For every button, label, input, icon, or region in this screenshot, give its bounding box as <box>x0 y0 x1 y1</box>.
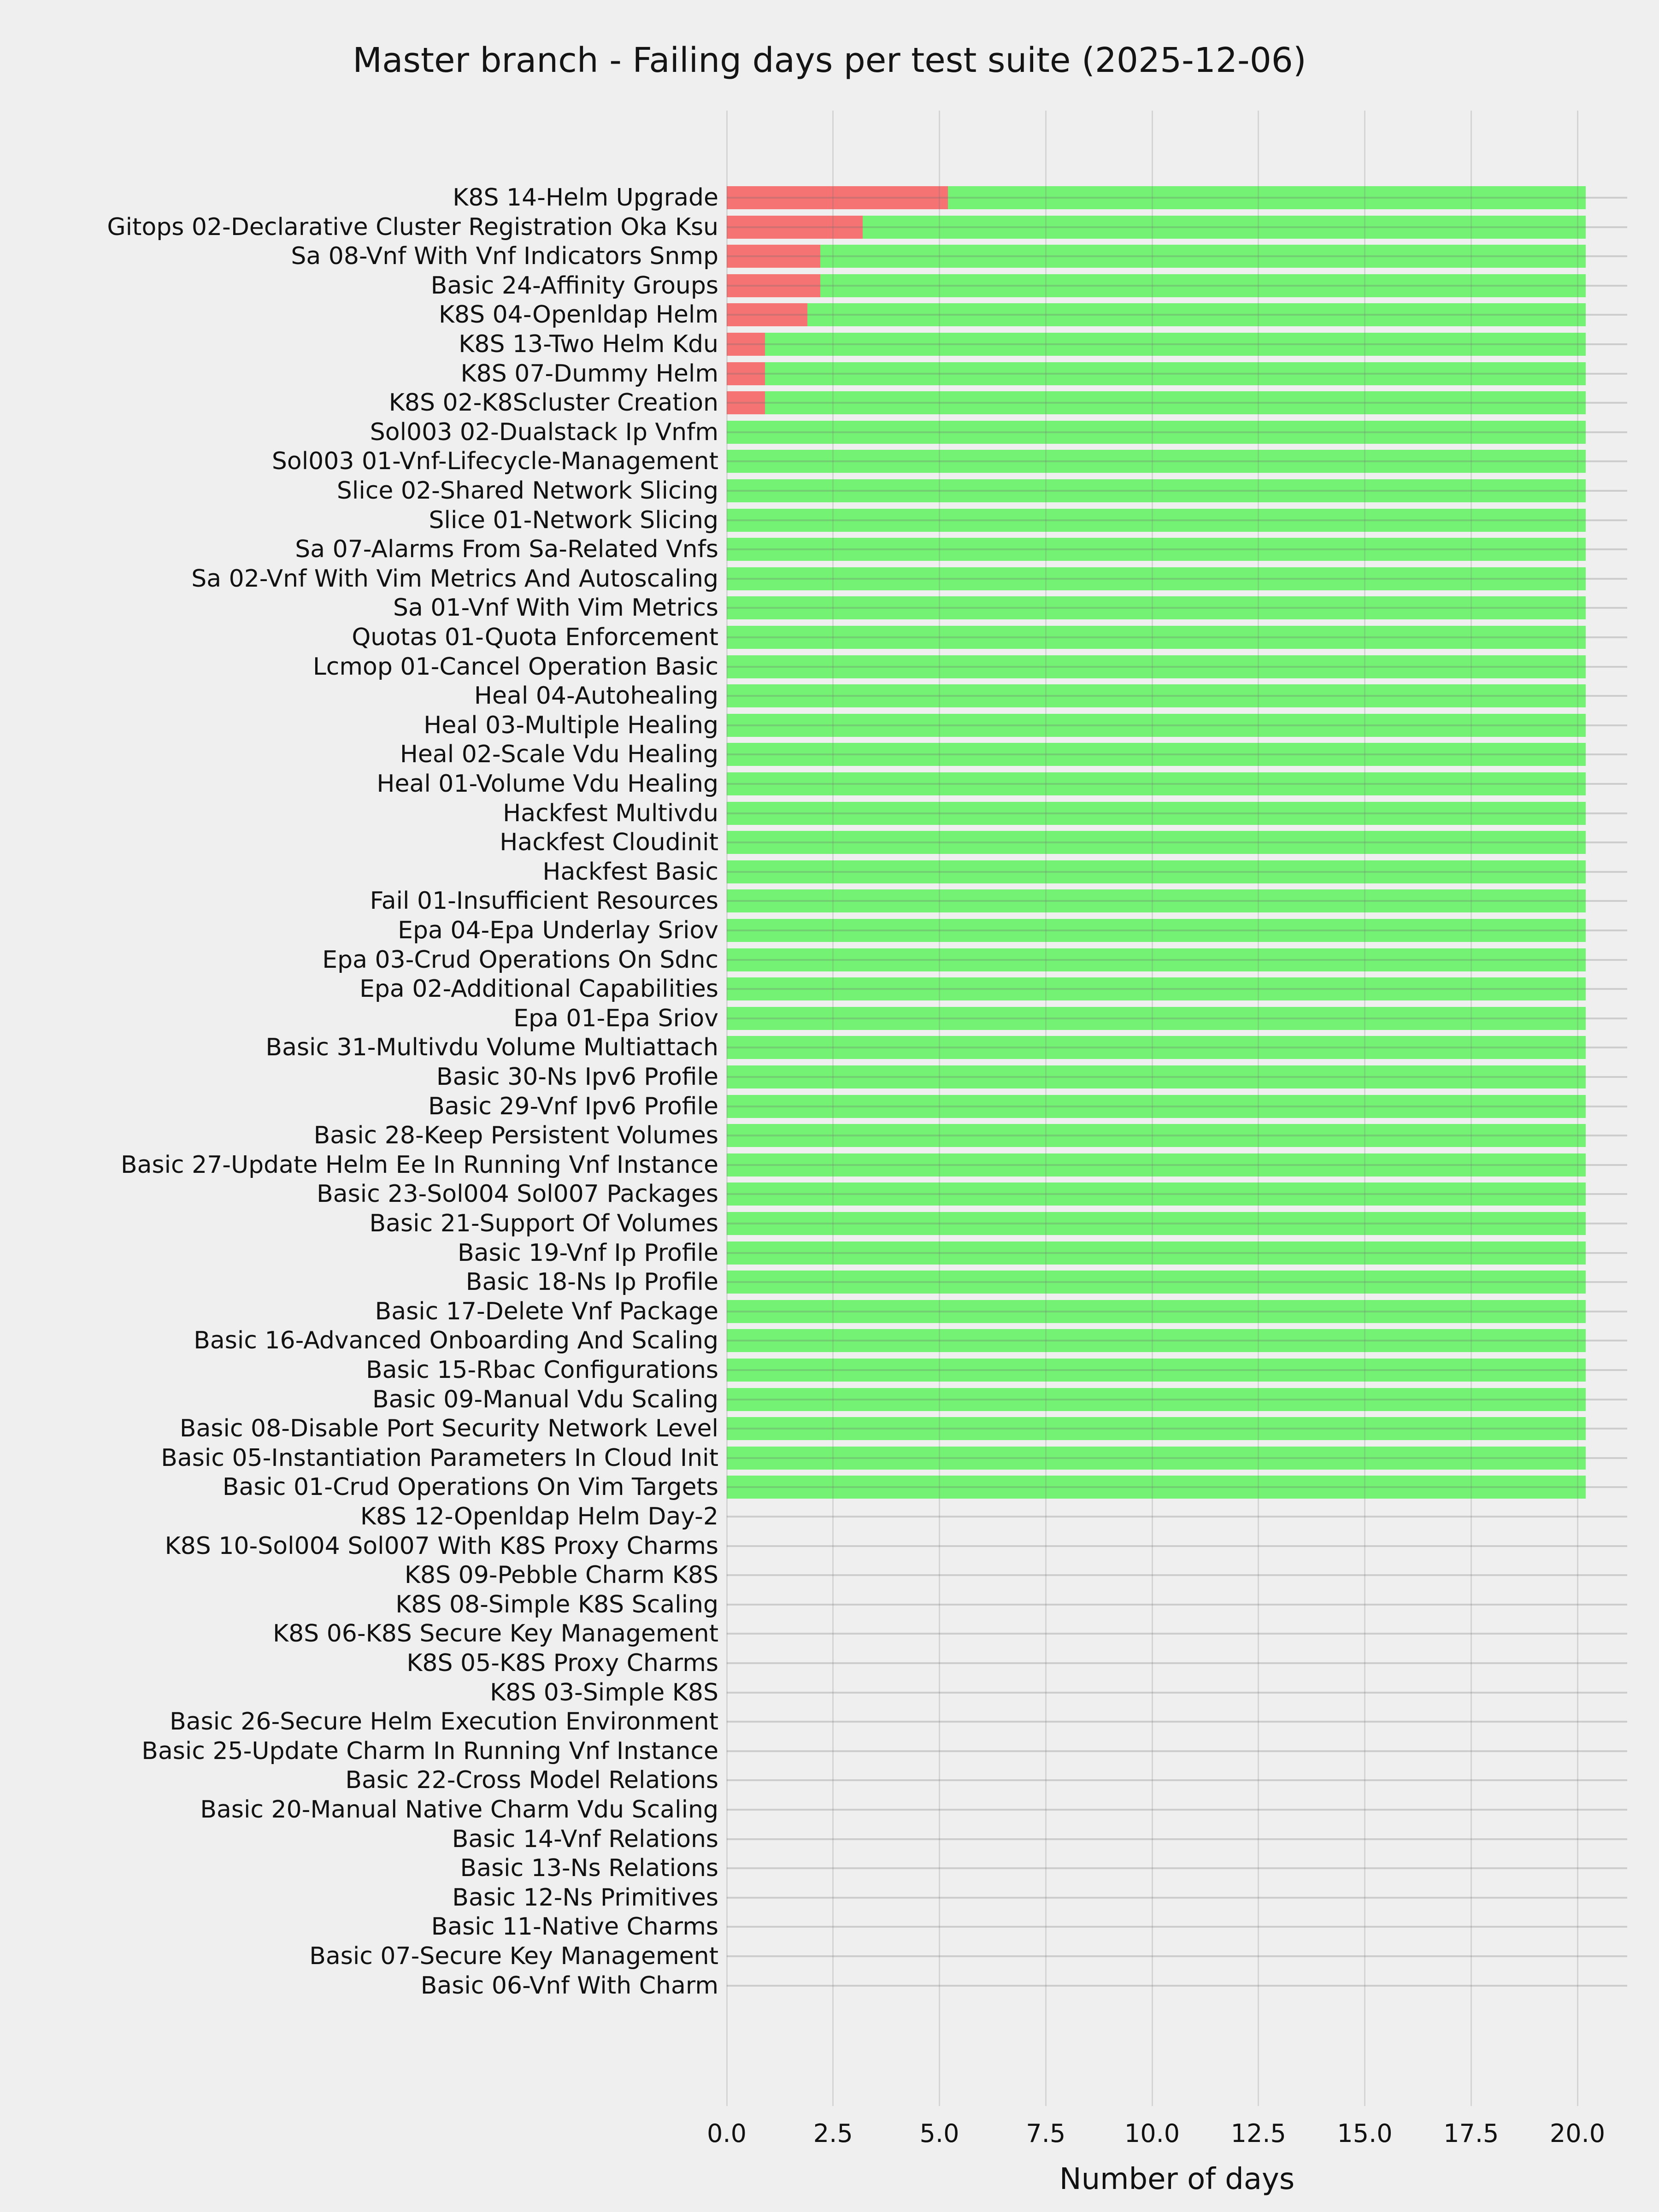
y-tick-label: Gitops 02-Declarative Cluster Registration Oka Ksu <box>107 213 718 241</box>
y-tick-label: Sa 07-Alarms From Sa-Related Vnfs <box>295 535 718 564</box>
y-tick-label: Basic 23-Sol004 Sol007 Packages <box>317 1180 718 1208</box>
y-tick-label: Heal 01-Volume Vdu Healing <box>377 770 718 798</box>
y-gridline <box>727 1399 1627 1400</box>
y-gridline <box>727 314 1627 316</box>
y-gridline <box>727 402 1627 404</box>
y-gridline <box>727 1457 1627 1459</box>
y-gridline <box>727 959 1627 961</box>
y-tick-label: Basic 25-Update Charm In Running Vnf Instance <box>141 1737 718 1765</box>
y-tick-label: Basic 18-Ns Ip Profile <box>465 1268 718 1296</box>
y-gridline <box>727 1018 1627 1019</box>
y-tick-label: K8S 06-K8S Secure Key Management <box>272 1620 718 1648</box>
y-tick-label: Hackfest Multivdu <box>503 799 718 827</box>
y-gridline <box>727 812 1627 814</box>
y-gridline <box>727 1047 1627 1048</box>
x-gridline <box>1364 111 1365 2106</box>
y-tick-label: Epa 01-Epa Sriov <box>513 1004 718 1032</box>
x-tick-label: 0.0 <box>707 2119 747 2148</box>
y-gridline <box>727 1985 1627 1987</box>
y-gridline <box>727 1692 1627 1694</box>
y-gridline <box>727 226 1627 228</box>
y-gridline <box>727 1164 1627 1166</box>
y-tick-label: K8S 08-Simple K8S Scaling <box>395 1590 718 1618</box>
y-tick-label: Basic 07-Secure Key Management <box>309 1942 718 1970</box>
y-gridline <box>727 1106 1627 1107</box>
y-tick-label: Basic 12-Ns Primitives <box>452 1883 718 1912</box>
y-tick-label: K8S 14-Helm Upgrade <box>453 184 718 212</box>
y-gridline <box>727 1633 1627 1635</box>
y-tick-label: Basic 13-Ns Relations <box>460 1854 718 1883</box>
x-tick-label: 7.5 <box>1026 2119 1066 2148</box>
y-gridline <box>727 724 1627 726</box>
y-tick-label: Basic 16-Advanced Onboarding And Scaling <box>194 1327 718 1355</box>
x-tick-label: 5.0 <box>919 2119 959 2148</box>
y-tick-label: Basic 15-Rbac Configurations <box>366 1356 718 1384</box>
plot-area <box>727 111 1627 2106</box>
y-gridline <box>727 285 1627 287</box>
y-gridline <box>727 578 1627 580</box>
y-gridline <box>727 519 1627 521</box>
y-gridline <box>727 1223 1627 1224</box>
y-gridline <box>727 988 1627 990</box>
y-gridline <box>727 841 1627 843</box>
y-tick-label: Basic 30-Ns Ipv6 Profile <box>436 1063 718 1091</box>
x-axis-label: Number of days <box>1059 2162 1295 2196</box>
y-gridline <box>727 255 1627 257</box>
y-gridline <box>727 636 1627 638</box>
y-tick-label: Quotas 01-Quota Enforcement <box>352 624 718 651</box>
y-gridline <box>727 431 1627 433</box>
y-tick-label: Sa 01-Vnf With Vim Metrics <box>393 594 718 622</box>
x-tick-label: 17.5 <box>1443 2119 1499 2148</box>
y-tick-label: Sa 08-Vnf With Vnf Indicators Snmp <box>291 242 718 271</box>
y-gridline <box>727 695 1627 697</box>
y-gridline <box>727 1662 1627 1664</box>
x-gridline <box>1045 111 1047 2106</box>
y-tick-label: Fail 01-Insufficient Resources <box>370 887 718 915</box>
y-tick-label: Heal 02-Scale Vdu Healing <box>400 741 718 769</box>
x-tick-label: 2.5 <box>813 2119 853 2148</box>
x-gridline <box>832 111 834 2106</box>
x-tick-label: 15.0 <box>1337 2119 1393 2148</box>
y-tick-label: K8S 05-K8S Proxy Charms <box>406 1649 718 1677</box>
y-gridline <box>727 1750 1627 1752</box>
y-tick-label: Basic 20-Manual Native Charm Vdu Scaling <box>200 1796 718 1824</box>
x-tick-label: 10.0 <box>1124 2119 1180 2148</box>
y-gridline <box>727 1252 1627 1254</box>
y-tick-label: K8S 13-Two Helm Kdu <box>459 330 718 358</box>
y-gridline <box>727 1545 1627 1547</box>
y-gridline <box>727 490 1627 492</box>
y-tick-label: Slice 02-Shared Network Slicing <box>336 477 718 505</box>
x-tick-label: 12.5 <box>1230 2119 1286 2148</box>
x-tick-label: 20.0 <box>1549 2119 1606 2148</box>
y-gridline <box>727 1838 1627 1840</box>
y-gridline <box>727 1193 1627 1195</box>
y-gridline <box>727 871 1627 873</box>
y-tick-label: Sa 02-Vnf With Vim Metrics And Autoscaling <box>191 565 718 593</box>
y-tick-label: Slice 01-Network Slicing <box>429 506 718 534</box>
y-gridline <box>727 1779 1627 1781</box>
y-gridline <box>727 1281 1627 1283</box>
y-gridline <box>727 460 1627 462</box>
y-gridline <box>727 1721 1627 1723</box>
x-gridline <box>1258 111 1259 2106</box>
y-gridline <box>727 197 1627 199</box>
x-gridline <box>1152 111 1153 2106</box>
x-gridline <box>939 111 940 2106</box>
y-gridline <box>727 1486 1627 1488</box>
y-tick-label: K8S 04-Openldap Helm <box>438 301 718 329</box>
y-tick-label: K8S 12-Openldap Helm Day-2 <box>360 1503 718 1530</box>
y-tick-label: Basic 29-Vnf Ipv6 Profile <box>428 1092 718 1120</box>
y-gridline <box>727 1809 1627 1811</box>
y-tick-label: K8S 09-Pebble Charm K8S <box>404 1561 718 1589</box>
y-tick-label: Epa 02-Additional Capabilities <box>359 975 718 1003</box>
y-tick-label: K8S 03-Simple K8S <box>490 1678 718 1706</box>
chart-title: Master branch - Failing days per test suite (2025-12-06) <box>353 41 1306 80</box>
y-tick-label: Sol003 02-Dualstack Ip Vnfm <box>370 418 718 446</box>
y-tick-label: Basic 01-Crud Operations On Vim Targets <box>222 1473 718 1501</box>
y-gridline <box>727 1369 1627 1371</box>
y-gridline <box>727 373 1627 375</box>
y-tick-label: Basic 08-Disable Port Security Network Level <box>179 1415 718 1443</box>
y-gridline <box>727 900 1627 902</box>
y-tick-label: Epa 04-Epa Underlay Sriov <box>398 917 718 944</box>
y-gridline <box>727 1955 1627 1957</box>
y-gridline <box>727 1574 1627 1576</box>
y-tick-label: Basic 14-Vnf Relations <box>452 1825 718 1853</box>
y-gridline <box>727 1897 1627 1899</box>
x-gridline <box>1577 111 1578 2106</box>
y-tick-label: Basic 24-Affinity Groups <box>430 271 718 300</box>
y-tick-label: Basic 22-Cross Model Relations <box>345 1766 718 1794</box>
y-gridline <box>727 1516 1627 1518</box>
y-gridline <box>727 753 1627 755</box>
y-gridline <box>727 1311 1627 1312</box>
y-gridline <box>727 1604 1627 1606</box>
y-tick-label: Basic 31-Multivdu Volume Multiattach <box>265 1034 718 1062</box>
y-tick-label: Basic 27-Update Helm Ee In Running Vnf Instance <box>120 1151 718 1179</box>
y-tick-label: Basic 06-Vnf With Charm <box>420 1971 718 2000</box>
x-gridline <box>1471 111 1472 2106</box>
y-tick-label: Heal 04-Autohealing <box>474 682 718 710</box>
x-gridline <box>726 111 728 2106</box>
y-gridline <box>727 1867 1627 1869</box>
y-gridline <box>727 1135 1627 1136</box>
y-tick-label: Basic 17-Delete Vnf Package <box>375 1297 718 1325</box>
y-gridline <box>727 607 1627 609</box>
y-gridline <box>727 548 1627 550</box>
y-tick-label: Basic 19-Vnf Ip Profile <box>457 1239 718 1267</box>
y-gridline <box>727 1926 1627 1928</box>
y-tick-label: Basic 28-Keep Persistent Volumes <box>313 1122 718 1150</box>
y-gridline <box>727 783 1627 785</box>
y-gridline <box>727 1340 1627 1341</box>
y-gridline <box>727 666 1627 668</box>
y-gridline <box>727 343 1627 345</box>
y-tick-label: Epa 03-Crud Operations On Sdnc <box>322 946 718 974</box>
y-tick-label: K8S 02-K8Scluster Creation <box>388 389 718 417</box>
y-tick-label: K8S 10-Sol004 Sol007 With K8S Proxy Charms <box>165 1532 718 1560</box>
y-tick-label: Sol003 01-Vnf-Lifecycle-Management <box>271 447 718 476</box>
y-tick-label: Lcmop 01-Cancel Operation Basic <box>312 653 718 681</box>
y-tick-label: Basic 11-Native Charms <box>431 1913 718 1941</box>
y-gridline <box>727 1428 1627 1430</box>
y-tick-label: K8S 07-Dummy Helm <box>460 359 718 388</box>
y-tick-label: Basic 21-Support Of Volumes <box>369 1210 718 1237</box>
y-tick-label: Basic 09-Manual Vdu Scaling <box>372 1385 718 1413</box>
y-gridline <box>727 930 1627 931</box>
y-tick-label: Basic 26-Secure Helm Execution Environment <box>170 1708 718 1736</box>
y-tick-label: Hackfest Basic <box>542 858 718 886</box>
y-tick-label: Heal 03-Multiple Healing <box>424 711 718 739</box>
y-tick-label: Hackfest Cloudinit <box>500 829 718 857</box>
y-tick-label: Basic 05-Instantiation Parameters In Cloud Init <box>161 1444 718 1472</box>
y-gridline <box>727 1076 1627 1078</box>
